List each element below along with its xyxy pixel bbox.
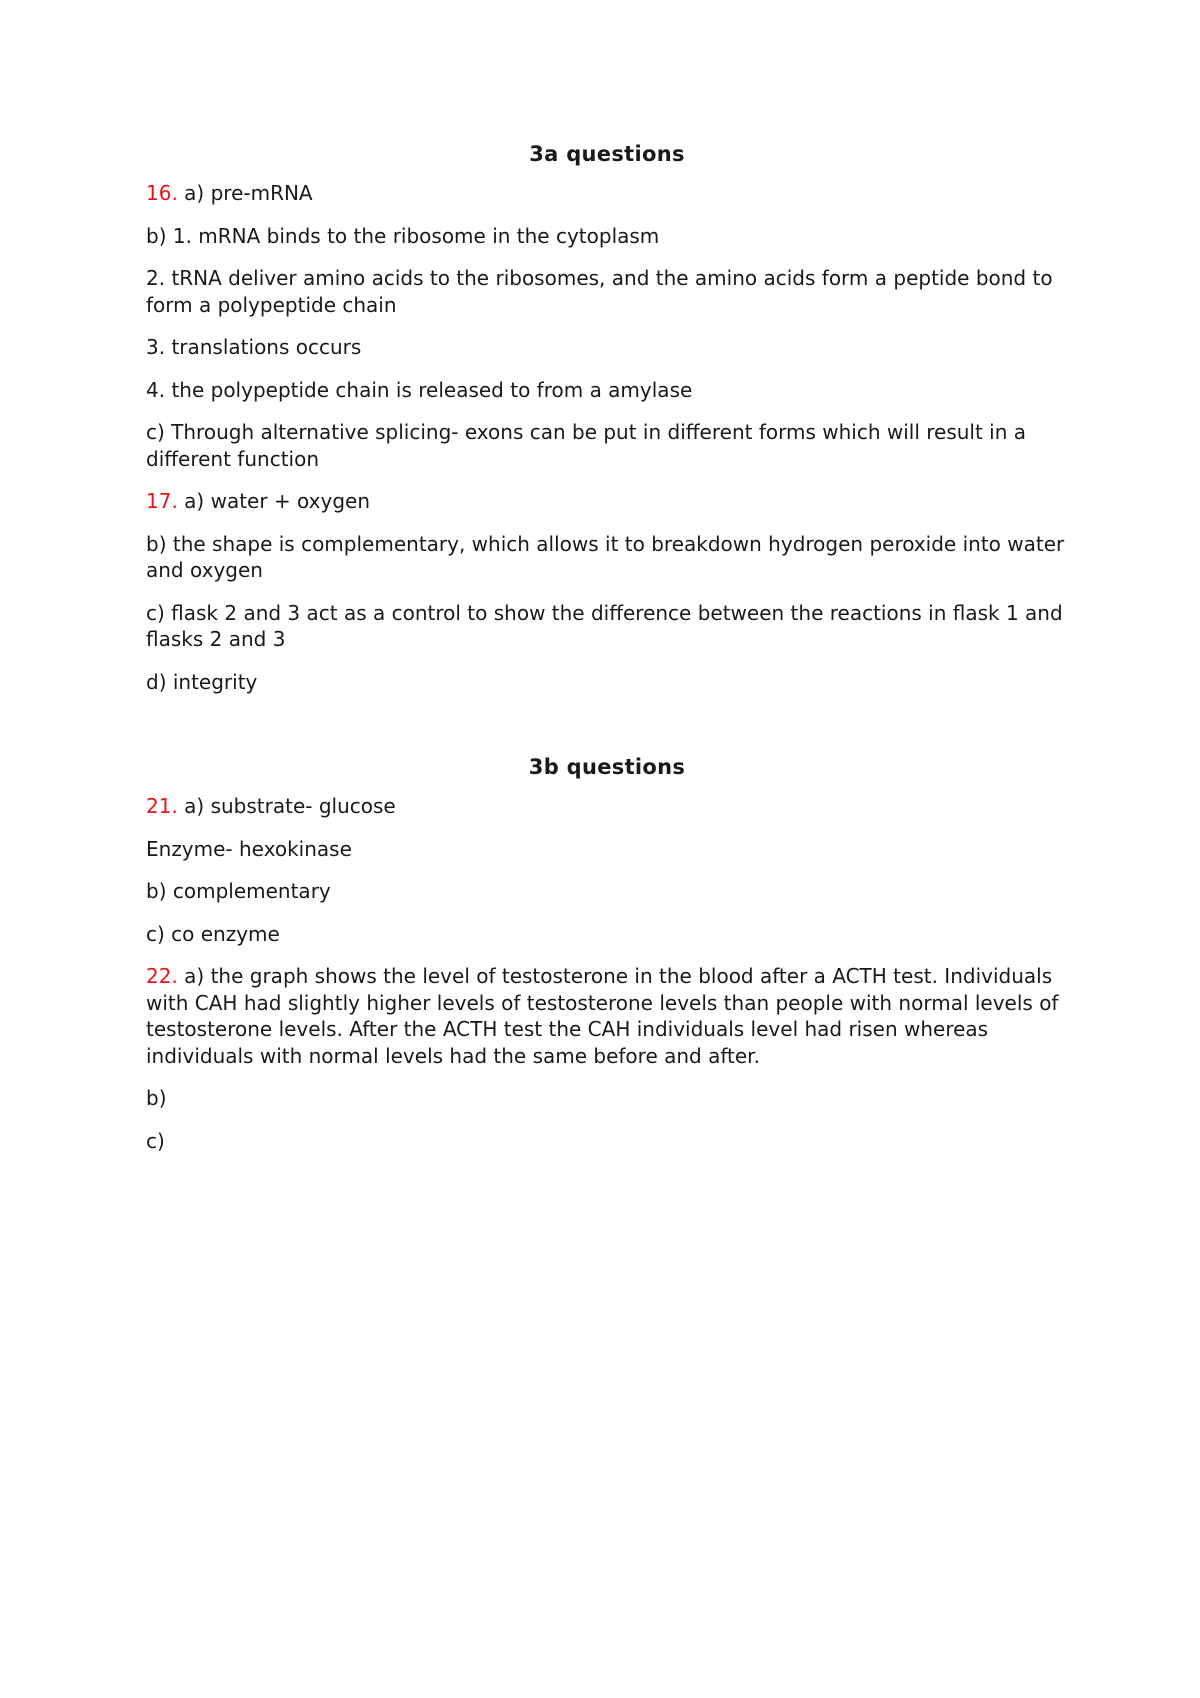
section-title-3a: 3a questions — [529, 142, 685, 166]
section-title-3b: 3b questions — [528, 755, 686, 779]
question-number-21: 21. — [146, 794, 178, 818]
q22-a — [146, 963, 1068, 1069]
q16-b1: b) 1. mRNA binds to the ribosome in the cytoplasm — [146, 223, 660, 248]
q22-c: c) — [146, 1128, 165, 1153]
q21-a — [146, 793, 1068, 820]
q17-d: d) integrity — [146, 669, 258, 694]
q16-b2: 2. tRNA deliver amino acids to the ribosomes, and the amino acids form a peptide bond to form a polypeptide chain — [146, 266, 1053, 317]
q16-b4: 4. the polypeptide chain is released to from a amylase — [146, 377, 693, 402]
q16-c: c) Through alternative splicing- exons can be put in different forms which will result in a different function — [146, 420, 1027, 471]
q22-a-text: a) the graph shows the level of testosterone in the blood after a ACTH test. Individuals with CAH had slightly higher levels of testosterone levels than people with normal levels of testosterone levels. After the ACTH test the CAH individuals level had risen whereas individuals with normal levels had the same before and after. — [146, 964, 1059, 1068]
q21-c: c) co enzyme — [146, 921, 280, 946]
q16-b3: 3. translations occurs — [146, 335, 362, 359]
question-number-22: 22. — [146, 964, 178, 988]
q21-a-text: a) substrate- glucose — [177, 794, 396, 818]
q21-enzyme: Enzyme- hexokinase — [146, 836, 352, 861]
question-number-16: 16. — [146, 181, 178, 205]
q16-a-text: a) pre-mRNA — [177, 181, 313, 205]
q17-b: b) the shape is complementary, which allows it to breakdown hydrogen peroxide into water and oxygen — [146, 531, 1065, 582]
document-page — [146, 140, 1068, 1170]
q21-b: b) complementary — [146, 879, 331, 903]
q17-a-text: a) water + oxygen — [177, 489, 371, 513]
q16-a — [146, 180, 1068, 207]
q17-c: c) flask 2 and 3 act as a control to show the difference between the reactions in flask 1 and flasks 2 and 3 — [146, 600, 1063, 651]
q17-a — [146, 488, 1068, 515]
question-number-17: 17. — [146, 489, 178, 513]
q22-b: b) — [146, 1086, 167, 1110]
